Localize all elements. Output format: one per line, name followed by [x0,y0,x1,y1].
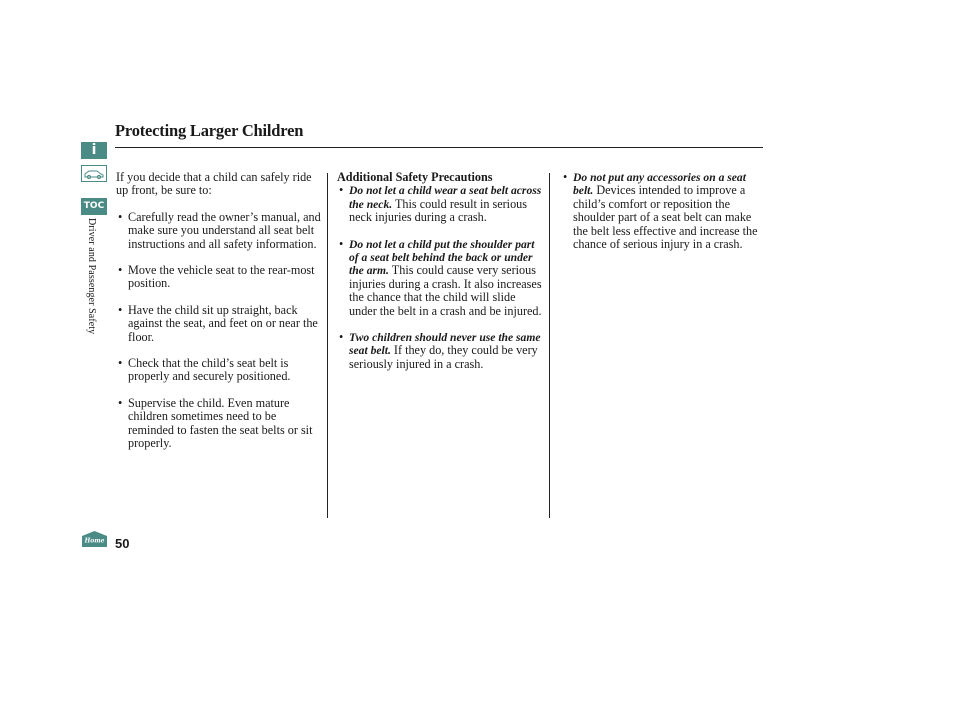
car-outline-icon [82,166,106,181]
list-item: • Do not let a child put the shoulder part of a seat belt behind the back or under the arm. This could cause very serious injuries during a crash. It also increases the chance that the child will slide under the belt in a crash and be injured. [339,236,542,318]
list-item: • Carefully read the owner’s manual, and make sure you understand all seat belt instructions and all safety information. [118,209,321,251]
section-heading: Additional Safety Precautions [337,170,493,184]
warning-text: This could cause very serious injuries during a crash. It also increases the chance that the child will slide under the belt in a crash and be injured. [349,263,542,318]
column-divider [549,173,550,518]
list-item: • Move the vehicle seat to the rear-most position. [118,263,315,291]
checklist [116,211,324,451]
list-item: • Do not let a child wear a seat belt across the neck. This could result in serious neck injuries during a crash. [339,183,542,225]
precautions-list-continued [561,171,761,251]
column-divider [327,173,328,518]
page-number: 50 [115,536,130,551]
info-glyph: i [91,142,97,158]
list-item: • Check that the child’s seat belt is properly and securely positioned. [118,356,291,384]
list-item: • Have the child sit up straight, back against the seat, and feet on or near the floor. [118,302,318,344]
warning-text: If they do, they could be very seriously injured in a crash. [349,343,538,371]
home-label: Home [84,537,105,545]
info-icon[interactable] [81,142,107,159]
list-item-text: Supervise the child. Even mature children sometimes need to be reminded to fasten the seat belts or sit properly. [128,395,313,451]
list-item-text: Have the child sit up straight, back against the seat, and feet on or near the floor. [128,302,318,344]
warning-lead: Do not let a child put the shoulder part of a seat belt behind the back or under the arm. [349,237,535,278]
list-item-text: Check that the child’s seat belt is properly and securely positioned. [128,356,291,384]
list-item: • Do not put any accessories on a seat belt. Devices intended to improve a child’s comfort or reposition the shoulder part of a seat belt can make the belt less effective and increase the chance of serious injury in a crash. [563,170,758,252]
page-title: Protecting Larger Children [115,121,304,140]
home-icon[interactable] [81,530,108,548]
title-divider [115,147,763,148]
list-item: • Two children should never use the same seat belt. If they do, they could be very seriously injured in a crash. [339,330,541,371]
precautions-list [337,184,545,371]
list-item-text: Carefully read the owner’s manual, and make sure you understand all seat belt instructions and all safety information. [128,209,321,251]
warning-text: This could result in serious neck injuries during a crash. [349,196,527,225]
list-item: • Supervise the child. Even mature children sometimes need to be reminded to fasten the seat belts or sit properly. [118,395,313,451]
column-2 [337,171,545,384]
toc-icon[interactable] [81,198,107,215]
warning-lead: Two children should never use the same seat belt. [349,331,541,358]
warning-lead: Do not put any accessories on a seat belt. [573,171,746,198]
toc-label: TOC [83,201,105,211]
column-1 [116,171,324,464]
car-icon[interactable] [81,165,107,182]
section-tab: Driver and Passenger Safety [86,218,97,335]
home-button-shape [81,530,108,548]
column-3 [561,171,761,251]
warning-text: Devices intended to improve a child’s comfort or reposition the shoulder part of a seat belt can make the belt less effective and increase the chance of serious injury in a crash. [573,183,758,252]
intro-text: If you decide that a child can safely ride up front, be sure to: [116,170,312,198]
warning-lead: Do not let a child wear a seat belt across the neck. [349,184,542,211]
list-item-text: Move the vehicle seat to the rear-most position. [128,263,315,291]
